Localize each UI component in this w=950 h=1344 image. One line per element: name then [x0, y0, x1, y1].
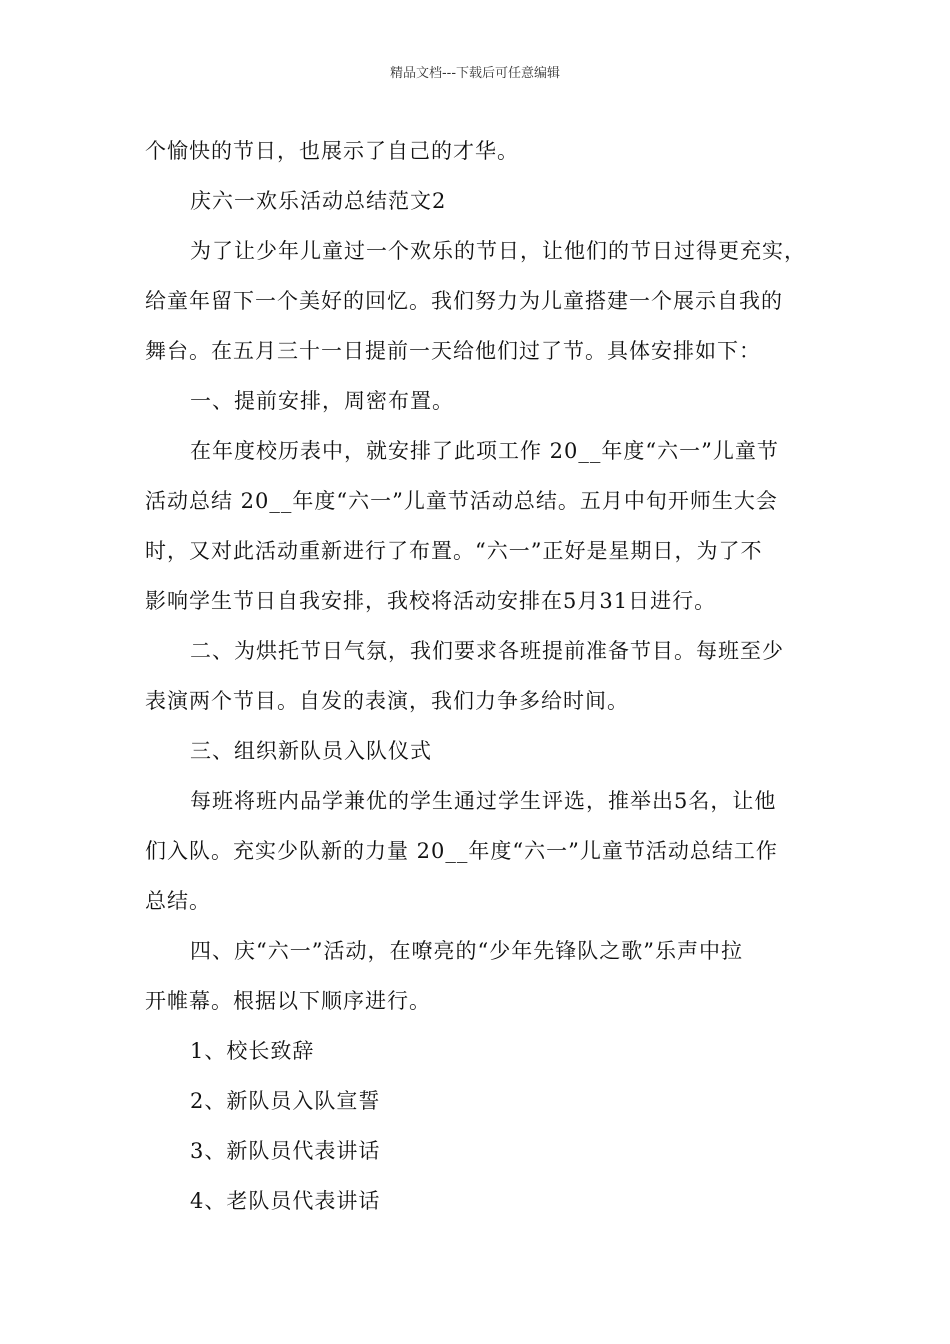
text-line: 为了让少年儿童过一个欢乐的节日，让他们的节日过得更充实， — [190, 239, 806, 263]
section-heading: 四、庆“六一”活动，在嘹亮的“少年先锋队之歌”乐声中拉 — [190, 939, 743, 963]
text-line: 给童年留下一个美好的回忆。我们努力为儿童搭建一个展示自我的 — [145, 289, 783, 313]
list-item: 4、老队员代表讲话 — [190, 1189, 381, 1213]
section-heading: 二、为烘托节日气氛，我们要求各班提前准备节目。每班至少 — [190, 639, 784, 663]
text-line: 时，又对此活动重新进行了布置。“六一”正好是星期日，为了不 — [145, 539, 763, 563]
text-line: 个愉快的节日，也展示了自己的才华。 — [145, 139, 519, 163]
list-item: 1、校长致辞 — [190, 1039, 315, 1063]
text-line: 开帷幕。根据以下顺序进行。 — [145, 989, 431, 1013]
text-line: 们入队。充实少队新的力量 20__年度“六一”儿童节活动总结工作 — [145, 839, 778, 863]
section-heading: 三、组织新队员入队仪式 — [190, 739, 432, 763]
page-header: 精品文档---下载后可任意编辑 — [389, 66, 561, 81]
document-body — [145, 126, 835, 1226]
text-line: 每班将班内品学兼优的学生通过学生评选，推举出5名，让他 — [190, 789, 777, 813]
text-line: 影响学生节日自我安排，我校将活动安排在5月31日进行。 — [145, 589, 717, 613]
text-line: 表演两个节目。自发的表演，我们力争多给时间。 — [145, 689, 629, 713]
text-line: 在年度校历表中，就安排了此项工作 20__年度“六一”儿童节 — [190, 439, 779, 463]
section-heading: 一、提前安排，周密布置。 — [190, 389, 454, 413]
text-line: 总结。 — [145, 889, 211, 913]
list-item: 3、新队员代表讲话 — [190, 1139, 381, 1163]
section-title: 庆六一欢乐活动总结范文2 — [190, 189, 447, 213]
text-line: 活动总结 20__年度“六一”儿童节活动总结。五月中旬开师生大会 — [145, 489, 778, 513]
text-line: 舞台。在五月三十一日提前一天给他们过了节。具体安排如下： — [145, 339, 761, 363]
list-item: 2、新队员入队宣誓 — [190, 1089, 381, 1113]
